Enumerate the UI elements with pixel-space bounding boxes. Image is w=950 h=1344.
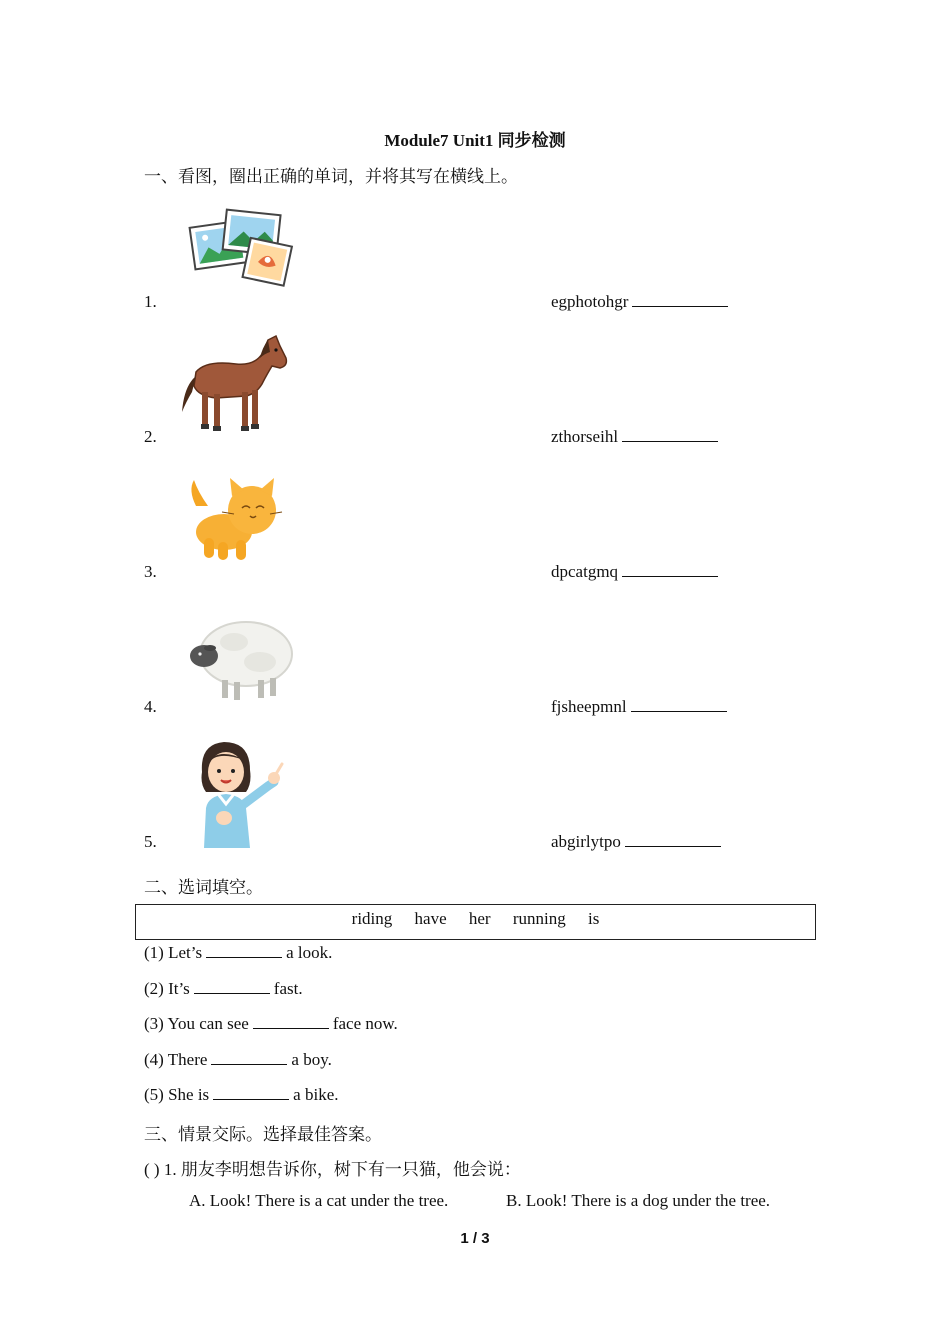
answer-blank[interactable] xyxy=(625,832,721,847)
question-prompt: ( ) 1. 朋友李明想告诉你，树下有一只猫，他会说： xyxy=(144,1160,521,1179)
item-number: 5. xyxy=(144,832,157,851)
answer-blank[interactable] xyxy=(211,1050,287,1065)
answer-blank[interactable] xyxy=(622,427,718,442)
cat-icon xyxy=(186,476,286,564)
letter-puzzle: dpcatgmq xyxy=(551,562,718,582)
item-number: 2. xyxy=(144,427,157,446)
word-bank-item: is xyxy=(587,909,600,928)
fill-sentence: (4) There a boy. xyxy=(144,1050,332,1069)
word-bank xyxy=(135,904,816,940)
letter-puzzle: zthorseihl xyxy=(551,427,718,447)
fill-sentence: (1) Let’s a look. xyxy=(144,943,333,962)
answer-blank[interactable] xyxy=(622,562,718,577)
answer-blank[interactable] xyxy=(206,943,282,958)
item-number: 1. xyxy=(144,292,157,311)
item-number: 4. xyxy=(144,697,157,716)
item-number: 3. xyxy=(144,562,157,581)
letter-puzzle: abgirlytpo xyxy=(551,832,721,852)
letter-puzzle: fjsheepmnl xyxy=(551,697,727,717)
answer-blank[interactable] xyxy=(632,292,728,307)
section3-heading: 三、情景交际。选择最佳答案。 xyxy=(144,1125,382,1144)
page-title: Module7 Unit1 同步检测 xyxy=(384,131,566,150)
fill-sentence: (5) She is a bike. xyxy=(144,1085,339,1104)
horse-icon xyxy=(176,332,290,436)
answer-blank[interactable] xyxy=(213,1085,289,1100)
option-a[interactable]: A. Look! There is a cat under the tree. xyxy=(189,1191,449,1210)
section1-heading: 一、看图，圈出正确的单词，并将其写在横线上。 xyxy=(144,167,518,186)
letter-puzzle: egphotohgr xyxy=(551,292,728,312)
word-bank-item: her xyxy=(468,909,491,928)
word-bank-item: running xyxy=(512,909,566,928)
word-bank-item: have xyxy=(414,909,447,928)
answer-blank[interactable] xyxy=(631,697,727,712)
sheep-icon xyxy=(186,612,296,702)
fill-sentence: (3) You can see face now. xyxy=(144,1014,398,1033)
fill-sentence: (2) It’s fast. xyxy=(144,979,303,998)
page-number: 1 / 3 xyxy=(460,1230,490,1247)
photos-icon xyxy=(188,208,294,288)
option-b[interactable]: B. Look! There is a dog under the tree. xyxy=(506,1191,771,1210)
answer-blank[interactable] xyxy=(253,1014,329,1029)
section2-heading: 二、选词填空。 xyxy=(144,878,263,897)
girl-icon xyxy=(194,738,286,850)
answer-blank[interactable] xyxy=(194,979,270,994)
word-bank-item: riding xyxy=(351,909,393,928)
